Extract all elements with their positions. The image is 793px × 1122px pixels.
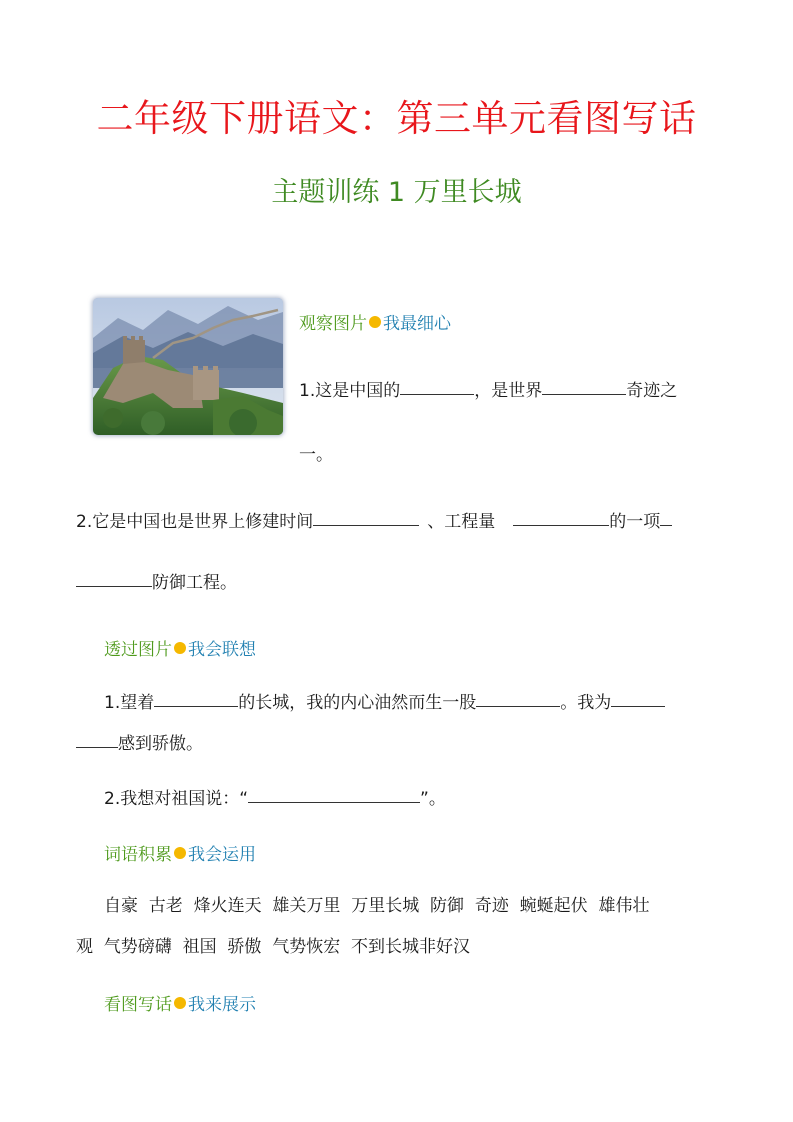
question-text: ”。 bbox=[420, 789, 446, 809]
fill-blank[interactable] bbox=[513, 524, 609, 526]
bullet-dot-icon bbox=[174, 847, 186, 859]
question-1-1 bbox=[299, 376, 677, 401]
heading-part-b: 我会联想 bbox=[188, 640, 256, 660]
question-text: 、工程量 bbox=[427, 512, 496, 532]
question-text: 。我为 bbox=[560, 693, 612, 713]
bullet-dot-icon bbox=[369, 316, 381, 328]
page-title: 二年级下册语文：第三单元看图写话 bbox=[96, 97, 697, 140]
fill-blank[interactable] bbox=[660, 524, 672, 526]
question-2-1 bbox=[104, 688, 665, 713]
bullet-dot-icon bbox=[174, 997, 186, 1009]
question-text: 2.我想对祖国说：“ bbox=[104, 789, 249, 809]
question-text: 1.这是中国的 bbox=[299, 381, 401, 401]
vocabulary-line-1: 自豪 古老 烽火连天 雄关万里 万里长城 防御 奇迹 蜿蜒起伏 雄伟壮 bbox=[104, 896, 650, 916]
bullet-dot-icon bbox=[174, 642, 186, 654]
question-text: 奇迹之 bbox=[626, 381, 678, 401]
question-text: 2.它是中国也是世界上修建时间 bbox=[76, 512, 314, 532]
fill-blank[interactable] bbox=[542, 393, 626, 395]
fill-blank[interactable] bbox=[313, 524, 419, 526]
great-wall-image bbox=[93, 298, 283, 435]
heading-part-a: 观察图片 bbox=[299, 314, 367, 334]
page-subtitle: 主题训练 1 万里长城 bbox=[271, 177, 522, 208]
section-heading-vocabulary bbox=[104, 840, 256, 865]
fill-blank[interactable] bbox=[76, 746, 118, 748]
section-heading-imagine bbox=[104, 635, 256, 660]
vocabulary-line-2: 观 气势磅礴 祖国 骄傲 气势恢宏 不到长城非好汉 bbox=[76, 937, 471, 957]
question-text: 1.望着 bbox=[104, 693, 155, 713]
heading-part-a: 看图写话 bbox=[104, 995, 172, 1015]
question-text: 的长城，我的内心油然而生一股 bbox=[238, 693, 477, 713]
fill-blank[interactable] bbox=[476, 705, 560, 707]
great-wall-photo bbox=[93, 298, 283, 435]
heading-part-b: 我最细心 bbox=[383, 314, 451, 334]
fill-blank[interactable] bbox=[248, 801, 420, 803]
fill-blank[interactable] bbox=[76, 585, 152, 587]
question-text: ，是世界 bbox=[474, 381, 543, 401]
question-1-1-cont: 一。 bbox=[299, 445, 333, 465]
section-heading-writing bbox=[104, 990, 256, 1015]
question-1-2-cont bbox=[76, 568, 237, 593]
question-text: 防御工程。 bbox=[152, 573, 237, 593]
question-text: 感到骄傲。 bbox=[118, 734, 203, 754]
section-heading-observe bbox=[299, 309, 451, 334]
fill-blank[interactable] bbox=[400, 393, 474, 395]
question-2-2 bbox=[104, 784, 446, 809]
question-1-2 bbox=[76, 507, 672, 532]
heading-part-a: 词语积累 bbox=[104, 845, 172, 865]
fill-blank[interactable] bbox=[611, 705, 665, 707]
fill-blank[interactable] bbox=[154, 705, 238, 707]
heading-part-a: 透过图片 bbox=[104, 640, 172, 660]
heading-part-b: 我来展示 bbox=[188, 995, 256, 1015]
question-text: 的一项 bbox=[609, 512, 661, 532]
heading-part-b: 我会运用 bbox=[188, 845, 256, 865]
question-2-1-cont bbox=[76, 729, 203, 754]
